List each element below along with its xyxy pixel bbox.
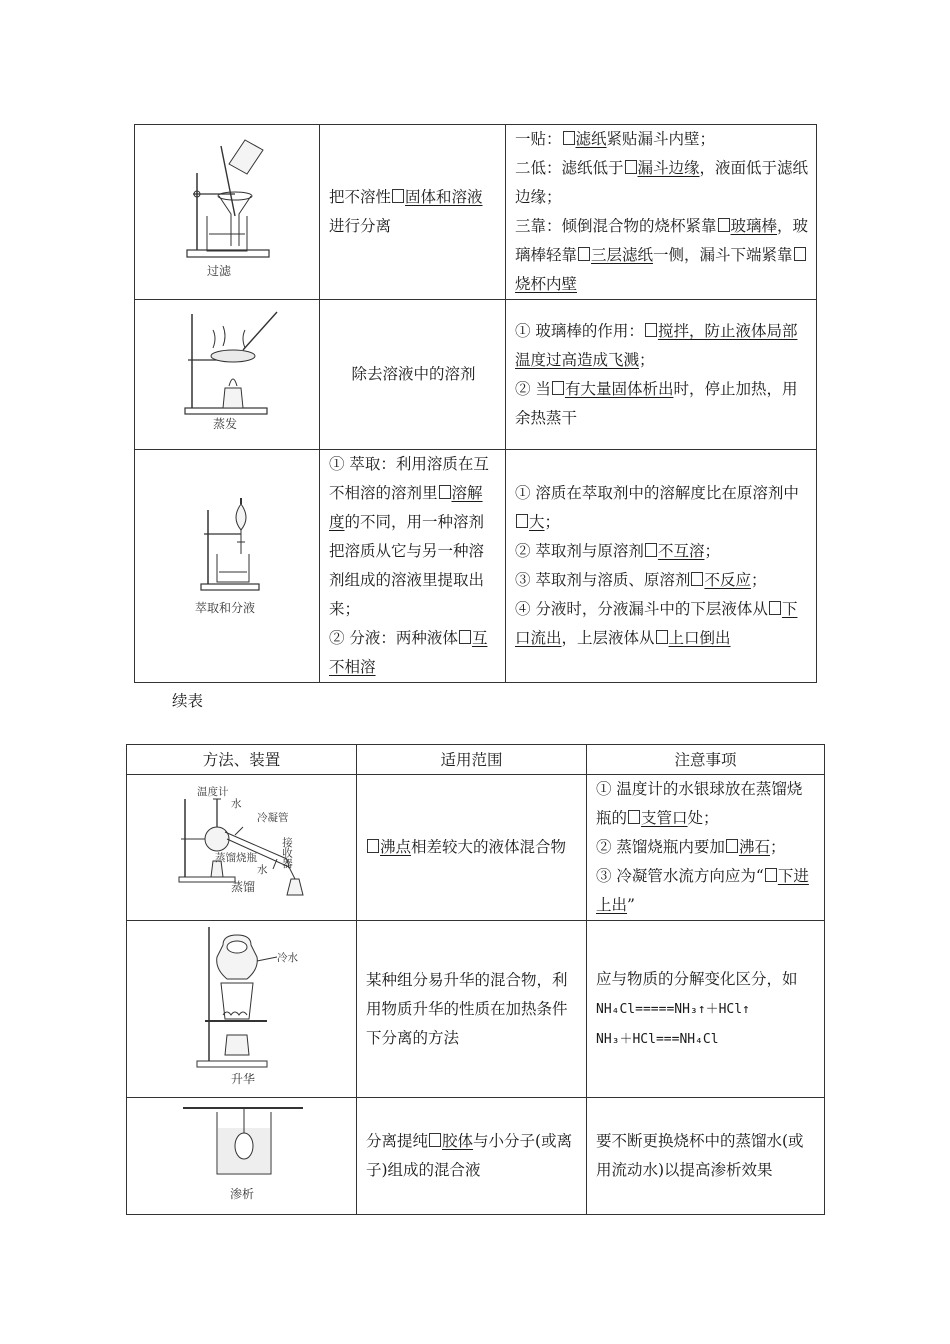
answer-text: 不互溶 bbox=[657, 542, 705, 560]
equation-text: NH₄Cl=====NH₃↑＋HCl↑ bbox=[596, 1001, 750, 1017]
table-row bbox=[127, 1098, 825, 1215]
cell-text: 分离提纯 bbox=[366, 1132, 429, 1150]
cell-text: 某种组分易升华的混合物，利用物质升华的性质在加热条件下分离的方法 bbox=[366, 970, 568, 1047]
apparatus-caption: 过滤 bbox=[207, 263, 232, 278]
apparatus-cell bbox=[135, 300, 320, 450]
cell-text: ③ 冷凝管水流方向应为“ bbox=[596, 867, 764, 885]
answer-box bbox=[578, 247, 590, 261]
cell-text: ② 萃取剂与原溶剂 bbox=[515, 542, 644, 560]
column-header-scope: 适用范围 bbox=[440, 750, 503, 769]
answer-box bbox=[367, 839, 379, 853]
evaporation-apparatus-figure bbox=[135, 300, 320, 449]
sublimation-apparatus-figure bbox=[127, 921, 357, 1097]
cold-water-label: 冷水 bbox=[277, 952, 298, 964]
cell-text: 的不同，用一种溶剂把溶质从它与另一种溶剂组成的溶液里提取出来； bbox=[329, 513, 485, 618]
table-header-row bbox=[127, 745, 825, 775]
answer-box bbox=[656, 630, 668, 644]
answer-text: 沸石 bbox=[738, 838, 770, 856]
answer-box bbox=[459, 630, 471, 644]
cell-text: ③ 萃取剂与溶质、原溶剂 bbox=[515, 571, 691, 589]
apparatus-cell bbox=[127, 921, 357, 1098]
answer-box bbox=[392, 189, 404, 203]
cell-text: ” bbox=[627, 896, 635, 914]
continued-label: 续表 bbox=[172, 692, 204, 710]
cell-text: 把不溶性 bbox=[329, 188, 392, 206]
cell-text: 二低：滤纸低于 bbox=[515, 159, 624, 177]
receiver-label: 接收器 bbox=[281, 836, 293, 868]
answer-text: 沸点 bbox=[380, 838, 412, 856]
answer-box bbox=[628, 810, 640, 824]
answer-box bbox=[645, 543, 657, 557]
cell-text: 相差较大的液体混合物 bbox=[411, 838, 567, 856]
cell-text: 进行分离 bbox=[329, 217, 392, 235]
separation-table-1 bbox=[134, 124, 817, 683]
notes-cell bbox=[506, 125, 817, 300]
table-row bbox=[135, 450, 817, 683]
answer-box bbox=[718, 218, 730, 232]
scope-cell bbox=[320, 300, 506, 450]
cell-text: ； bbox=[639, 350, 655, 369]
cell-text: 除去溶液中的溶剂 bbox=[351, 365, 476, 383]
answer-box bbox=[429, 1133, 441, 1147]
water-in-label: 水 bbox=[257, 863, 268, 876]
scope-cell bbox=[320, 125, 506, 300]
notes-cell bbox=[587, 921, 825, 1098]
answer-text: 有大量固体析出 bbox=[564, 379, 674, 398]
answer-text: 固体和溶液 bbox=[405, 188, 483, 206]
answer-box bbox=[439, 485, 451, 499]
column-header-method: 方法、装置 bbox=[202, 750, 281, 769]
answer-box bbox=[691, 572, 703, 586]
cell-text: 与小分子(或离子)组成的混合液 bbox=[366, 1132, 573, 1179]
cell-text: 应与物质的分解变化区分，如 bbox=[596, 969, 798, 988]
scope-cell bbox=[320, 450, 506, 683]
answer-text: 滤纸 bbox=[575, 130, 607, 148]
answer-text: 下进上出 bbox=[596, 867, 809, 914]
answer-text: 大 bbox=[529, 513, 545, 531]
filtration-apparatus-figure bbox=[135, 128, 320, 297]
flask-label: 蒸馏烧瓶 bbox=[215, 851, 257, 864]
condenser-label: 冷凝管 bbox=[257, 811, 289, 824]
answer-text: 胶体 bbox=[442, 1132, 474, 1150]
scope-cell bbox=[357, 775, 587, 921]
apparatus-caption: 渗析 bbox=[230, 1187, 255, 1201]
apparatus-cell bbox=[135, 450, 320, 683]
apparatus-caption: 萃取和分液 bbox=[195, 601, 256, 615]
cell-text: ① 溶质在萃取剂中的溶解度比在原溶剂中 bbox=[515, 484, 799, 502]
answer-box bbox=[625, 160, 637, 174]
extraction-apparatus-figure bbox=[135, 454, 320, 678]
cell-text: 时，停止加热，用余热蒸干 bbox=[515, 379, 798, 427]
cell-text: ② 分液：两种液体 bbox=[329, 629, 458, 647]
answer-box bbox=[645, 323, 657, 337]
answer-box bbox=[769, 601, 781, 615]
answer-text: 上口倒出 bbox=[668, 629, 731, 647]
cell-text: ① 萃取：利用溶质在互不相溶的溶剂里 bbox=[329, 455, 489, 502]
cell-text: ； bbox=[544, 513, 561, 531]
answer-text: 漏斗边缘 bbox=[637, 159, 700, 177]
apparatus-cell bbox=[127, 1098, 357, 1215]
apparatus-caption: 蒸馏 bbox=[231, 879, 256, 894]
answer-text: 三层滤纸 bbox=[591, 246, 654, 264]
answer-text: 不反应 bbox=[704, 571, 751, 589]
answer-text: 搅拌，防止液体局部温度过高造成飞溅 bbox=[515, 321, 798, 369]
answer-text: 支管口 bbox=[641, 809, 688, 827]
notes-cell bbox=[587, 775, 825, 921]
distillation-apparatus-figure bbox=[127, 777, 357, 919]
cell-text: 三靠：倾倒混合物的烧杯紧靠 bbox=[515, 217, 717, 235]
cell-text: ，上层液体从 bbox=[561, 629, 655, 647]
answer-box bbox=[794, 247, 806, 261]
answer-box bbox=[726, 839, 738, 853]
cell-text: ② 蒸馏烧瓶内要加 bbox=[596, 838, 725, 856]
cell-text: ① 玻璃棒的作用： bbox=[515, 321, 644, 340]
notes-cell bbox=[506, 300, 817, 450]
table-row bbox=[127, 921, 825, 1098]
cell-text: ④ 分液时，分液漏斗中的下层液体从 bbox=[515, 600, 768, 618]
cell-text: ，玻璃棒轻靠 bbox=[515, 217, 809, 264]
thermometer-label: 温度计 bbox=[197, 785, 229, 798]
separation-table-2 bbox=[126, 744, 825, 1215]
cell-text: ； bbox=[750, 571, 767, 589]
notes-cell bbox=[587, 1098, 825, 1215]
table-row bbox=[135, 300, 817, 450]
cell-text: ； bbox=[704, 542, 720, 560]
cell-text: ，液面低于滤纸边缘； bbox=[515, 159, 809, 206]
scope-cell bbox=[357, 1098, 587, 1215]
answer-text: 下口流出 bbox=[515, 600, 798, 647]
cell-text: 一贴： bbox=[515, 130, 562, 148]
apparatus-cell bbox=[135, 125, 320, 300]
cell-text: 处； bbox=[687, 809, 719, 827]
equation-text: NH₃＋HCl===NH₄Cl bbox=[596, 1031, 719, 1047]
apparatus-caption: 升华 bbox=[231, 1072, 256, 1086]
apparatus-caption: 蒸发 bbox=[213, 417, 238, 431]
answer-text: 烧杯内壁 bbox=[515, 275, 578, 293]
water-out-label: 水 bbox=[231, 797, 242, 810]
answer-box bbox=[563, 131, 575, 145]
cell-text: 紧贴漏斗内壁； bbox=[606, 130, 716, 148]
column-header-notes: 注意事项 bbox=[674, 750, 737, 769]
cell-text: ② 当 bbox=[515, 379, 551, 398]
cell-text: 一侧，漏斗下端紧靠 bbox=[653, 246, 793, 264]
answer-text: 玻璃棒 bbox=[730, 217, 778, 235]
cell-text: ① 温度计的水银球放在蒸馏烧瓶的 bbox=[596, 780, 803, 827]
answer-text: 互不相溶 bbox=[329, 629, 488, 676]
table-row bbox=[127, 775, 825, 921]
answer-text: 溶解度 bbox=[329, 484, 483, 531]
scope-cell bbox=[357, 921, 587, 1098]
dialysis-apparatus-figure bbox=[127, 1098, 357, 1214]
answer-box bbox=[516, 514, 528, 528]
apparatus-cell bbox=[127, 775, 357, 921]
answer-box bbox=[765, 868, 777, 882]
answer-box bbox=[552, 381, 564, 395]
cell-text: ； bbox=[769, 838, 786, 856]
notes-cell bbox=[506, 450, 817, 683]
table-row bbox=[135, 125, 817, 300]
cell-text: 要不断更换烧杯中的蒸馏水(或用流动水)以提高渗析效果 bbox=[596, 1132, 804, 1179]
